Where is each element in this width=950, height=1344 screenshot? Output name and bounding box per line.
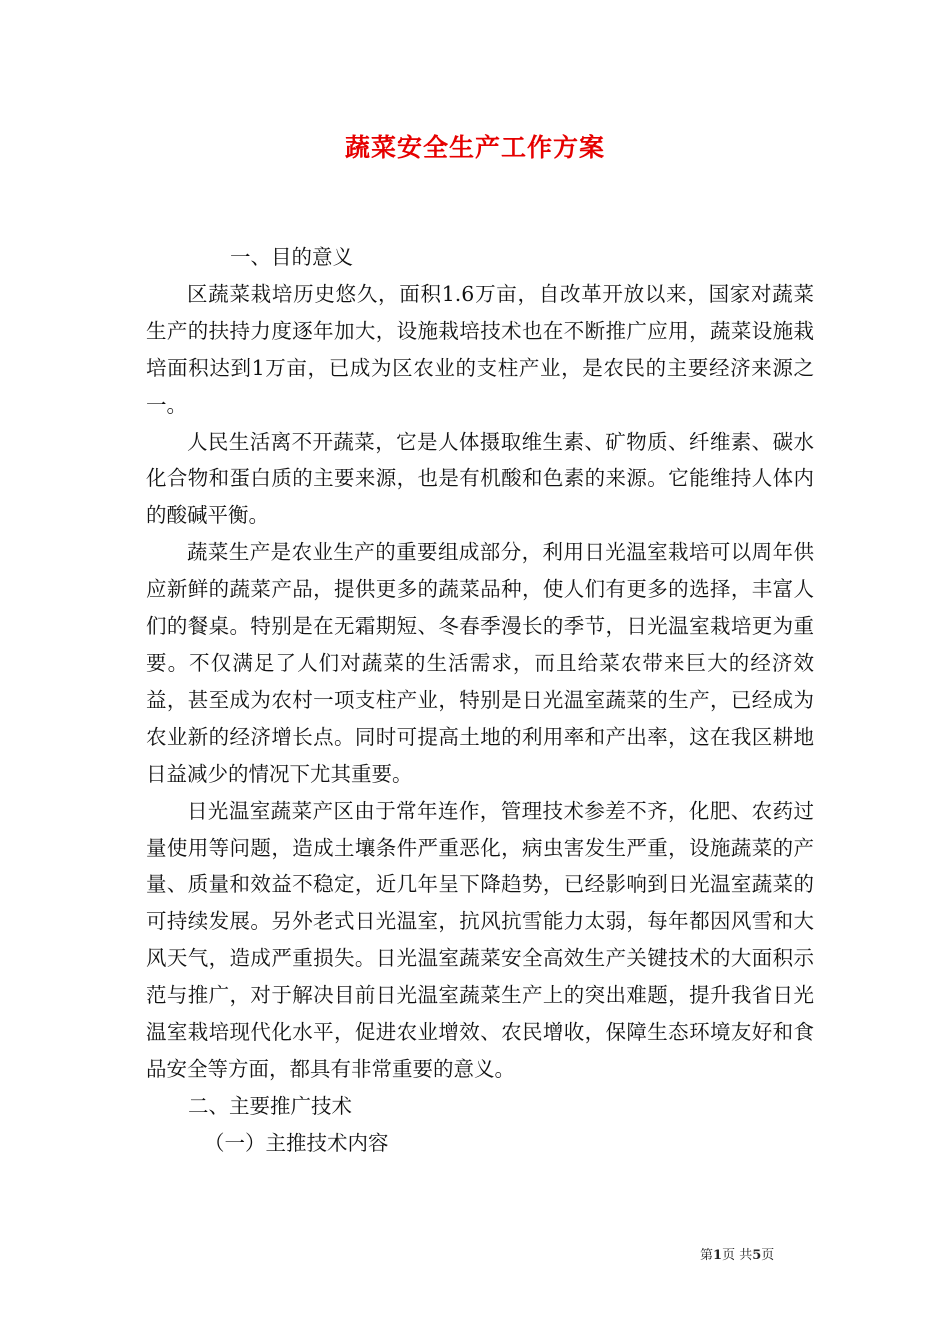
subsection-heading-1: （一）主推技术内容 bbox=[204, 1130, 389, 1155]
document-body bbox=[146, 239, 814, 1162]
section-heading-1: 一、目的意义 bbox=[230, 245, 353, 269]
footer-current-page: 1 bbox=[713, 1248, 723, 1263]
paragraph-2: 人民生活离不开蔬菜，它是人体摄取维生素、矿物质、纤维素、碳水化合物和蛋白质的主要来源，也是有机酸和色素的来源。它能维持人体内的酸碱平衡。 bbox=[146, 429, 814, 528]
footer-suffix: 页 bbox=[761, 1248, 775, 1263]
footer-total-pages: 5 bbox=[752, 1248, 762, 1263]
page-number-footer bbox=[700, 1246, 850, 1266]
document-title: 蔬菜安全生产工作方案 bbox=[344, 133, 605, 162]
paragraph-3: 蔬菜生产是农业生产的重要组成部分，利用日光温室栽培可以周年供应新鲜的蔬菜产品，提供更多的蔬菜品种，使人们有更多的选择，丰富人们的餐桌。特别是在无霜期短、冬春季漫长的季节，日光温室栽培更为重要。不仅满足了人们对蔬菜的生活需求，而且给菜农带来巨大的经济效益，甚至成为农村一项支柱产业，特别是日光温室蔬菜的生产，已经成为农业新的经济增长点。同时可提高土地的利用率和产出率，这在我区耕地日益减少的情况下尤其重要。 bbox=[146, 540, 814, 786]
section-heading-2: 二、主要推广技术 bbox=[188, 1093, 352, 1118]
footer-middle: 页 共 bbox=[722, 1248, 753, 1263]
paragraph-1: 区蔬菜栽培历史悠久，面积1.6万亩，自改革开放以来，国家对蔬菜生产的扶持力度逐年加大，设施栽培技术也在不断推广应用，蔬菜设施栽培面积达到1万亩，已成为区农业的支柱产业，是农民的主要经济来源之一。 bbox=[146, 281, 814, 417]
paragraph-4: 日光温室蔬菜产区由于常年连作，管理技术参差不齐，化肥、农药过量使用等问题，造成土壤条件严重恶化，病虫害发生严重，设施蔬菜的产量、质量和效益不稳定，近几年呈下降趋势，已经影响到日光温室蔬菜的可持续发展。另外老式日光温室，抗风抗雪能力太弱，每年都因风雪和大风天气，造成严重损失。日光温室蔬菜安全高效生产关键技术的大面积示范与推广，对于解决目前日光温室蔬菜生产上的突出难题，提升我省日光温室栽培现代化水平，促进农业增效、农民增收，保障生态环境友好和食品安全等方面，都具有非常重要的意义。 bbox=[146, 798, 814, 1081]
footer-prefix: 第 bbox=[700, 1248, 714, 1263]
